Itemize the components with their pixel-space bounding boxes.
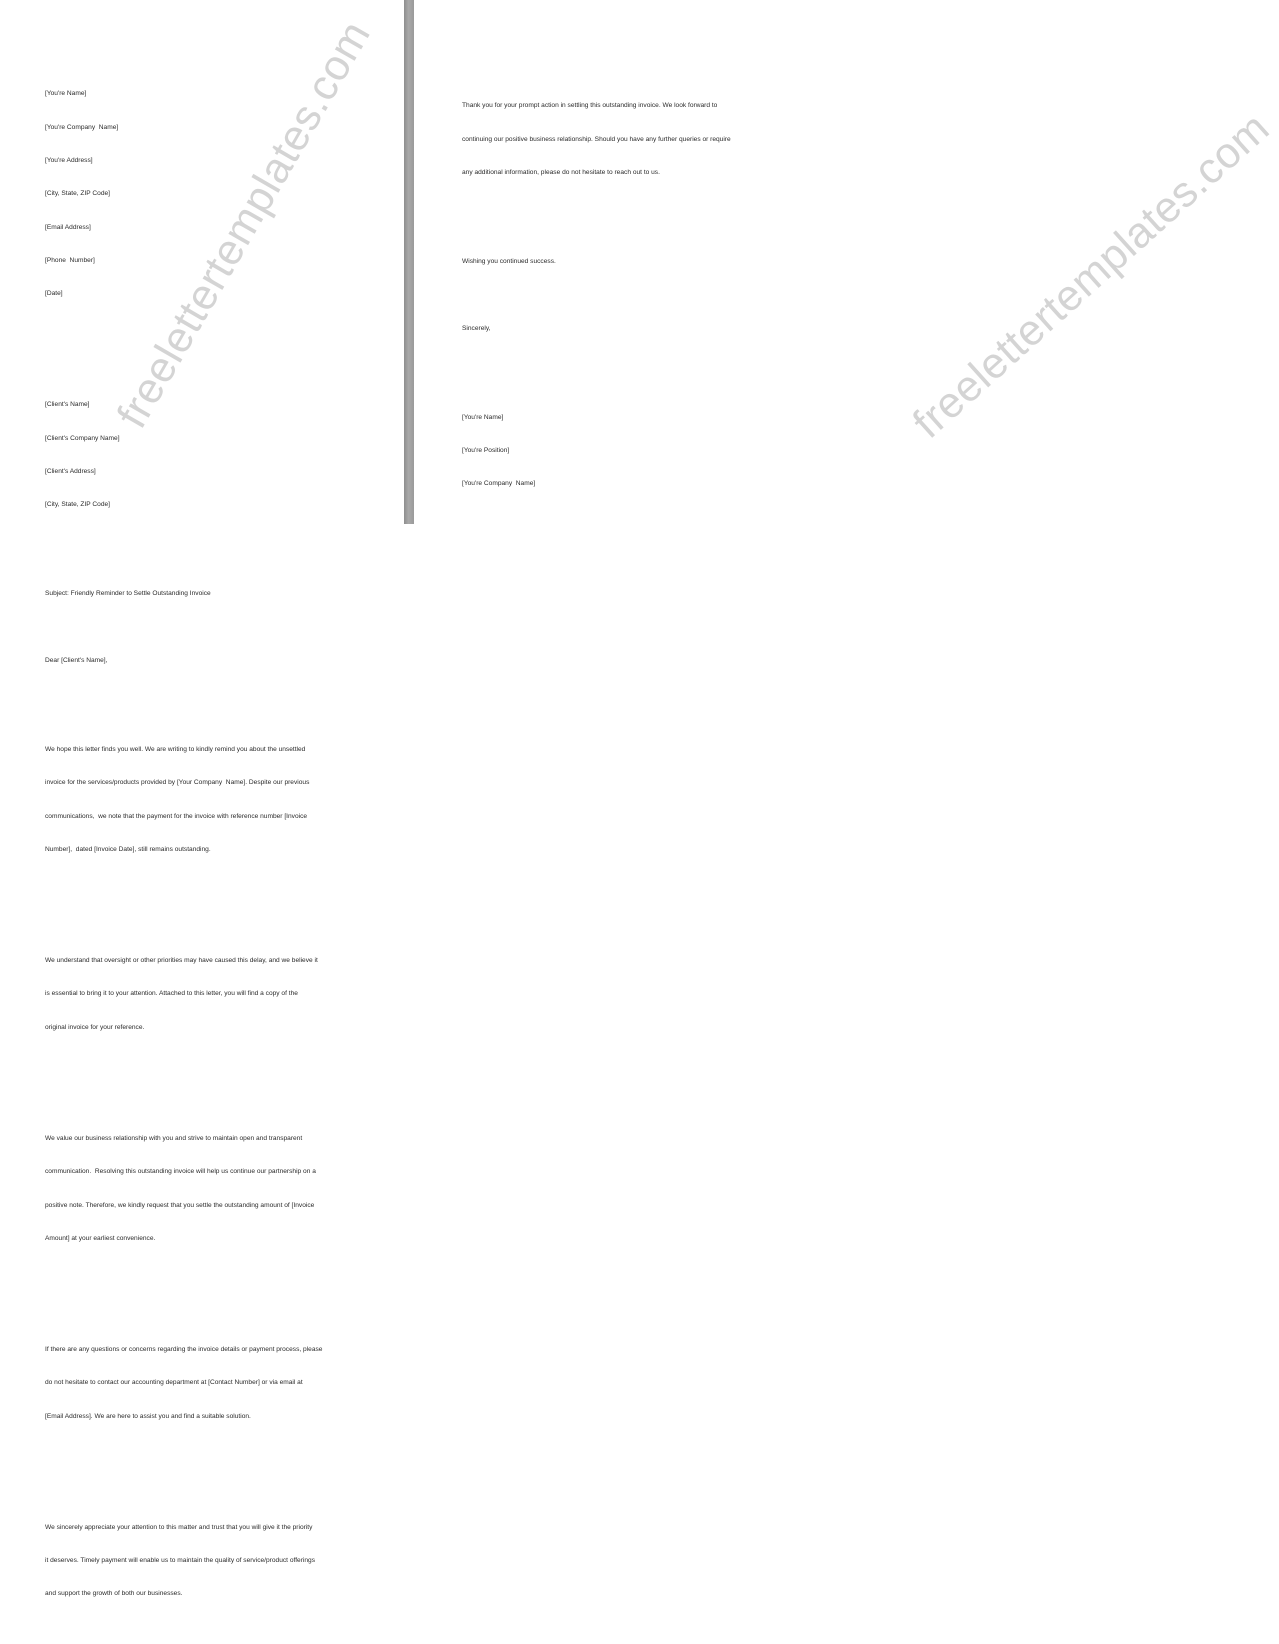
salutation: Dear [Client's Name], bbox=[45, 657, 108, 665]
paragraph-line: it deserves. Timely payment will enable us to maintain the quality of service/product offerings bbox=[45, 1557, 315, 1565]
paragraph-line: We value our business relationship with you and strive to maintain open and transparent bbox=[45, 1134, 303, 1142]
paragraph-line: positive note. Therefore, we kindly request that you settle the outstanding amount of [Invoice bbox=[45, 1201, 315, 1209]
letter-body-page-2 bbox=[462, 56, 731, 534]
paragraph-line: [Email Address]. We are here to assist you and find a suitable solution. bbox=[45, 1412, 251, 1420]
paragraph-line: original invoice for your reference. bbox=[45, 1023, 145, 1031]
paragraph-line: is essential to bring it to your attention. Attached to this letter, you will find a copy of the bbox=[45, 990, 298, 998]
sender-block bbox=[45, 66, 322, 321]
paragraph-line: communication. Resolving this outstanding invoice will help us continue our partnership on a bbox=[45, 1168, 316, 1176]
paragraph-line: and support the growth of both our businesses. bbox=[45, 1590, 183, 1598]
watermark-left: freelettertemplates.com bbox=[108, 12, 380, 436]
closing-paragraph bbox=[462, 78, 731, 200]
paragraph-line: We hope this letter finds you well. We are writing to kindly remind you about the unsettled bbox=[45, 746, 306, 754]
signature-company: [You're Company Name] bbox=[462, 480, 536, 488]
paragraph-line: Amount] at your earliest convenience. bbox=[45, 1234, 156, 1242]
paragraph-3 bbox=[45, 1111, 322, 1266]
closing: Sincerely, bbox=[462, 324, 491, 332]
letter-page-2 bbox=[414, 0, 1279, 524]
paragraph-4 bbox=[45, 1322, 322, 1444]
paragraph-line: Number], dated [Invoice Date], still remains outstanding. bbox=[45, 845, 211, 853]
paragraph-line: do not hesitate to contact our accounting department at [Contact Number] or via email at bbox=[45, 1379, 303, 1387]
signature-block bbox=[462, 390, 731, 512]
sender-address: [You're Address] bbox=[45, 156, 93, 164]
paragraph-1 bbox=[45, 722, 322, 877]
recipient-address: [Client's Address] bbox=[45, 467, 96, 475]
paragraph-line: any additional information, please do not hesitate to reach out to us. bbox=[462, 168, 660, 176]
sender-city: [City, State, ZIP Code] bbox=[45, 190, 110, 198]
paragraph-2 bbox=[45, 933, 322, 1055]
paragraph-5 bbox=[45, 1500, 322, 1622]
letter-date: [Date] bbox=[45, 290, 63, 298]
letter-page-1 bbox=[0, 0, 404, 1598]
letter-body-page-1 bbox=[45, 44, 322, 1644]
sender-phone: [Phone Number] bbox=[45, 256, 95, 264]
paragraph-line: We understand that oversight or other priorities may have caused this delay, and we believe it bbox=[45, 957, 318, 965]
subject-line: Subject: Friendly Reminder to Settle Outstanding Invoice bbox=[45, 590, 211, 598]
watermark-right: freelettertemplates.com bbox=[904, 103, 1279, 448]
paragraph-line: communications, we note that the payment for the invoice with reference number [Invoice bbox=[45, 812, 308, 820]
recipient-city: [City, State, ZIP Code] bbox=[45, 501, 110, 509]
paragraph-line: invoice for the services/products provided by [Your Company Name]. Despite our previous bbox=[45, 779, 310, 787]
signature-position: [You're Position] bbox=[462, 447, 510, 455]
paragraph-line: continuing our positive business relationship. Should you have any further queries or require bbox=[462, 135, 731, 143]
signature-name: [You're Name] bbox=[462, 413, 504, 421]
sender-name: [You're Name] bbox=[45, 90, 87, 98]
recipient-block bbox=[45, 377, 322, 532]
sender-company: [You're Company Name] bbox=[45, 123, 119, 131]
paragraph-line: If there are any questions or concerns regarding the invoice details or payment process, please bbox=[45, 1346, 323, 1354]
paragraph-line: We sincerely appreciate your attention to this matter and trust that you will give it the priority bbox=[45, 1523, 313, 1531]
recipient-name: [Client's Name] bbox=[45, 401, 90, 409]
wishing-line: Wishing you continued success. bbox=[462, 257, 556, 265]
paragraph-line: Thank you for your prompt action in settling this outstanding invoice. We look forward to bbox=[462, 102, 718, 110]
recipient-company: [Client's Company Name] bbox=[45, 434, 120, 442]
sender-email: [Email Address] bbox=[45, 223, 91, 231]
page-divider bbox=[404, 0, 414, 524]
